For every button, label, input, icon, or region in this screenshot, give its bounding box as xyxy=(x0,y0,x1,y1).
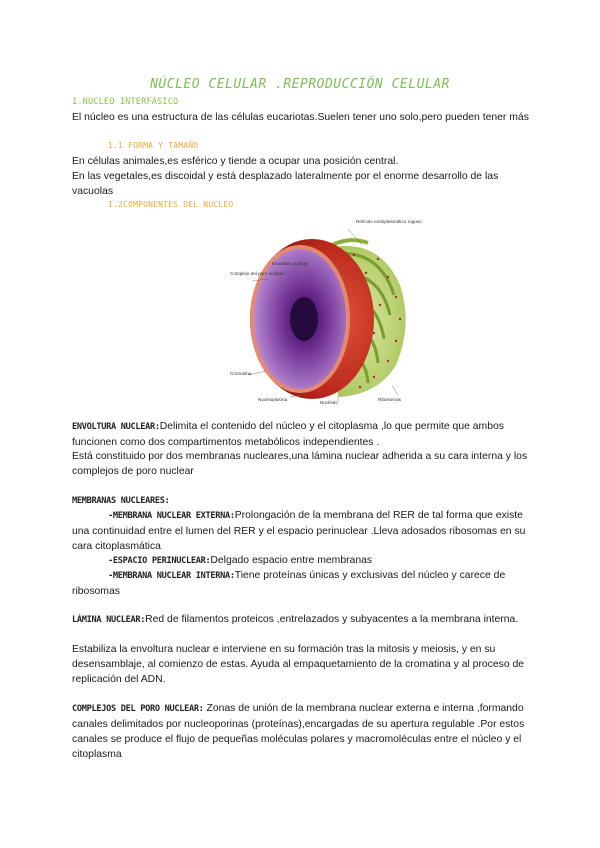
term-poro: COMPLEJOS DEL PORO NUCLEAR: xyxy=(72,704,204,714)
label-chromatin: Cromatina xyxy=(230,371,252,376)
term-espacio: -ESPACIO PERINUCLEAR: xyxy=(108,556,211,566)
paragraph-membrana-interna xyxy=(72,568,532,599)
label-rer: Retículo endoplasmático rugoso xyxy=(356,219,422,224)
nucleus-diagram xyxy=(228,215,422,405)
paragraph-lamina xyxy=(72,612,532,628)
paragraph-forma-vegetal: En las vegetales,es discoidal y está desplazado lateralmente por el enorme desarrollo de las vacuolas xyxy=(72,171,499,197)
label-pore: Complejo del poro nuclear xyxy=(230,271,284,276)
page-title: NÚCLEO CELULAR .REPRODUCCIÓN CELULAR xyxy=(150,77,450,92)
paragraph-poro xyxy=(72,701,532,762)
paragraph-espacio-perinuclear xyxy=(108,553,536,569)
nucleolus xyxy=(290,297,318,341)
paragraph-membrana-externa xyxy=(72,508,532,554)
text-espacio: Delgado espacio entre membranas xyxy=(210,555,373,566)
label-nucleolus: Nucléolo xyxy=(320,400,338,405)
section-heading-nucleo-interfasico: 1.NÚCLEO INTERFÁSICO xyxy=(72,97,179,107)
text-membrana-externa: Prolongación de la membrana del RER de tal forma que existe una continuidad entre el lumen del RER y el espacio perinuclear .Lleva adosados ribosomas en su cara citoplasmática xyxy=(72,510,526,552)
term-lamina: LÁMINA NUCLEAR: xyxy=(72,615,146,625)
term-membrana-externa: -MEMBRANA NUCLEAR EXTERNA: xyxy=(108,511,235,521)
paragraph-forma-animal: En células animales,es esférico y tiende a ocupar una posición central. xyxy=(72,156,399,167)
label-nucleoplasm: Nucleoplasma xyxy=(258,397,288,402)
text-envoltura-1: Delimita el contenido del núcleo y el citoplasma ,lo que permite que ambos funcionen como dos compartimentos metabólicos independientes . xyxy=(72,421,504,448)
section-heading-forma-tamano: 1.1 FORMA Y TAMAÑO xyxy=(108,141,199,150)
label-ribosome: Ribosomas xyxy=(378,397,401,402)
text-membrana-interna: Tiene proteínas únicas y exclusivas del núcleo y carece de ribosomas xyxy=(72,570,506,597)
term-envoltura: ENVOLTURA NUCLEAR: xyxy=(72,422,160,432)
label-envelope: Envoltura nuclear xyxy=(272,261,308,266)
paragraph-envoltura xyxy=(72,419,532,450)
paragraph-lamina-2: Estabiliza la envoltura nuclear e interviene en su formación tras la mitosis y meiosis, y en su desensamblaje, al comienzo de estas. Ayuda al empaquetamiento de la cromatina y al proceso de replicación del ADN. xyxy=(72,644,525,685)
heading-membranas: MEMBRANAS NUCLEARES: xyxy=(72,496,170,506)
text-lamina-1: Red de filamentos proteicos ,entrelazados y subyacentes a la membrana interna. xyxy=(145,614,519,625)
text-poro: Zonas de unión de la membrana nuclear externa e interna ,formando canales delimitados por nucleoporinas (proteínas),encargadas de su apertura regulable .Por estos canales se produce el flujo de pequeñas moléculas polares y macromoléculas entre el núcleo y el citoplasma xyxy=(72,703,525,760)
section-heading-componentes: 1.2COMPONENTES DEL NÚCLEO xyxy=(108,200,234,209)
paragraph-nucleo-intro: El núcleo es una estructura de las células eucariotas.Suelen tener uno solo,pero pueden tener más xyxy=(72,112,529,123)
paragraph-envoltura-2: Está constituido por dos membranas nucleares,una lámina nuclear adherida a su cara interna y los complejos de poro nuclear xyxy=(72,451,528,477)
term-membrana-interna: -MEMBRANA NUCLEAR INTERNA: xyxy=(108,571,235,581)
